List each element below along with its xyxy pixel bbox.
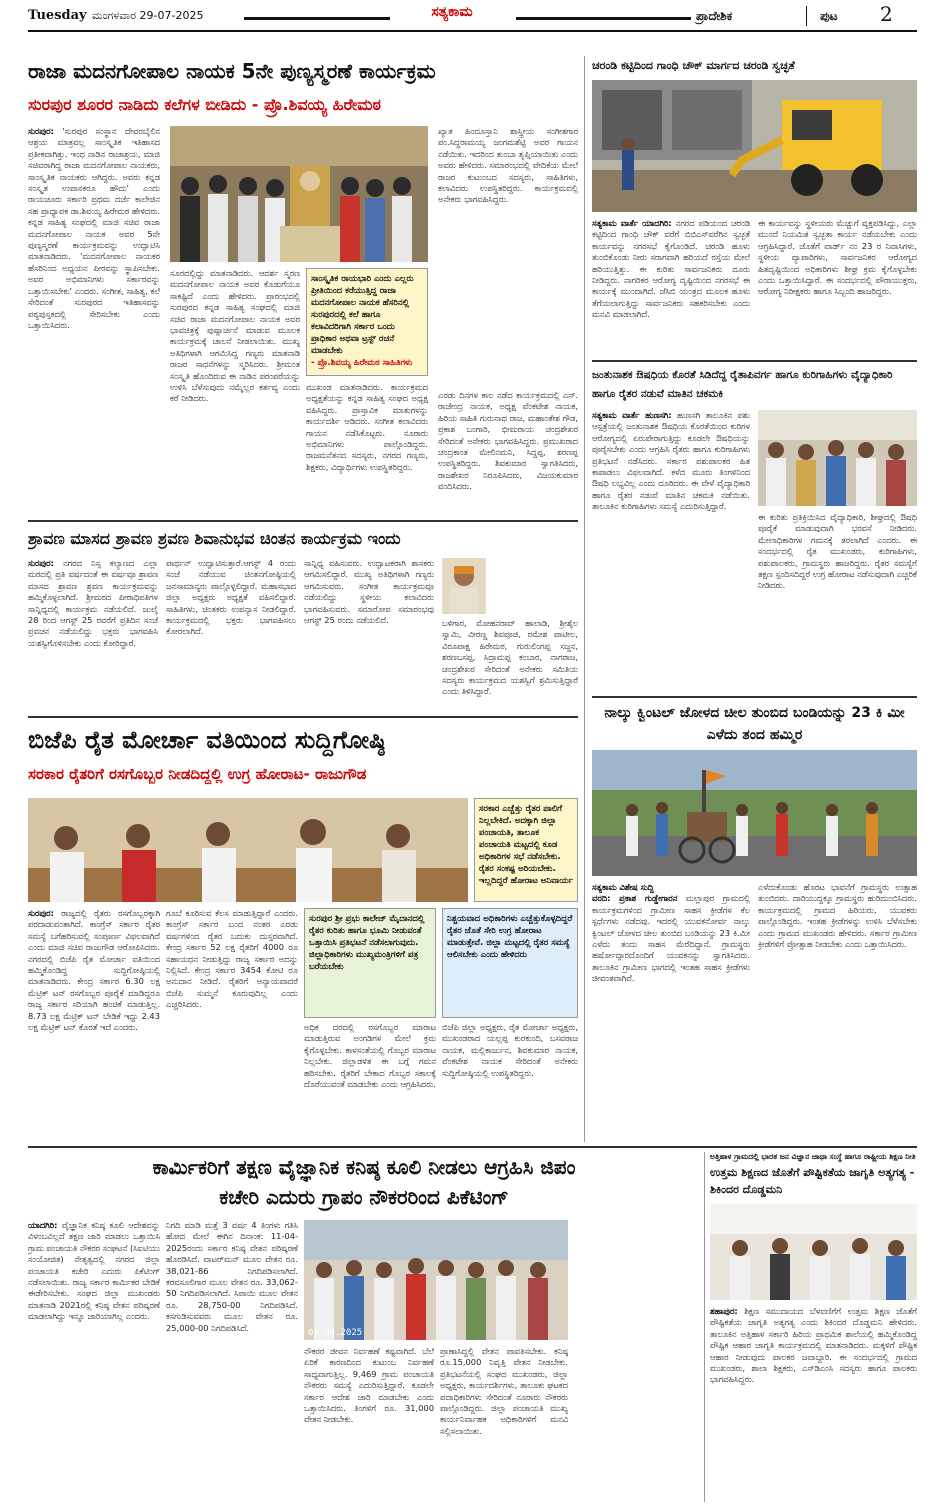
story6-col3: ಅಧಿಕ ದರದಲ್ಲಿ ರಸಗೊಬ್ಬರ ಮಾರಾಟ ಮಾಡುತ್ತಿರುವ ಅಂಗಡಿಗಳ ಮೇಲೆ ಕ್ರಮ ಕೈಗೊಳ್ಳಬೇಕು. ಕಾಳಸಂತೆಯಲ್ಲಿ ಗೊಬ್ಬರ ಮಾರಾಟ ನಿಲ್ಲಬೇಕು. ಜಿಲ್ಲಾಡಳಿತ ಈ ಬಗ್ಗೆ ಗಮನ ಹರಿಸಬೇಕು. ರೈತರಿಗೆ ಬೇಕಾದ ಗೊಬ್ಬರ ಸಕಾಲಕ್ಕೆ ದೊರೆಯುವಂತೆ ಮಾಡಬೇಕು ಎಂದು ಆಗ್ರಹಿಸಿದರು.: [304, 1022, 436, 1090]
story-karmikarige: [28, 1152, 700, 1502]
masthead-rule-left: [244, 17, 390, 20]
story1-col5: ಎರಡು ದಿನಗಳ ಕಾಲ ನಡೆದ ಕಾರ್ಯಕ್ರಮದಲ್ಲಿ ಎಸ್. ರಾಜೇಂದ್ರ ನಾಯಕ, ಅಧ್ಯಕ್ಷ ವೆಂಕಟೇಶ ನಾಯಕ, ಹಿರಿಯ ಸಾಹಿತಿ ಗುರುನಾಥ ರಾಜ, ಮಹಾಂತೇಶ ಗೌಡ, ಪ್ರಕಾಶ ಬಂಗಾರಿ, ಭೀಮರಾಯ ಚಂದ್ರಶೇಖರ ಸೇರಿದಂತೆ ಅನೇಕರು ಭಾಗವಹಿಸಿದ್ದರು. ಪ್ರಮುಖರಾದ ಚಂದ್ರಕಾಂತ ಮೇಲಿನಮನಿ, ಸಿದ್ದಪ್ಪ, ಶರಣಪ್ಪ ಉಪಸ್ಥಿತರಿದ್ದರು. ಶಿವಕುಮಾರ ಸ್ವಾಗತಿಸಿದರು, ರಾಜಶೇಖರ ನಿರೂಪಿಸಿದರು, ವಿಜಯಕುಮಾರ ವಂದಿಸಿದರು.: [438, 390, 578, 492]
story3-headline: ಜಂತುನಾಶಕ ಔಷಧಿಯ ಕೊರತೆ ಸಿಡಿದೆದ್ದ ರೈತಾಪಿವರ್ಗ ಹಾಗೂ ಕುರಿಗಾಹಿಗಳು ವೈದ್ಯಾಧಿಕಾರಿ ಹಾಗೂ ರೈತರ ನಡುವೆ ಮಾತಿನ ಚಕಮಕಿ: [592, 369, 893, 400]
story3-dateline: ಸತ್ಯಕಾಮ ವಾರ್ತೆ ಹುಣಸಗಿ:: [592, 410, 672, 420]
story-bjp-raitha-morcha: [28, 722, 578, 1142]
story5-headline: ನಾಲ್ಕು ಕ್ವಿಂಟಲ್ ಜೋಳದ ಚೀಲ ತುಂಬಿದ ಬಂಡಿಯನ್ನು 23 ಕಿ ಮೀ ಎಳೆದು ತಂದ ಹಮ್ಮಿರ: [604, 705, 905, 743]
story4-body1: ನಗರದ ನಿಸ್ಸ ಕಲ್ಯಾಣದ ಎಲ್ಲಾ ಮಠದಲ್ಲಿ ಪ್ರತಿ ವರ್ಷದಂತೆ ಈ ವರ್ಷವೂ ಶ್ರಾವಣ ಮಾಸದ ಶ್ರಾವಣ ಶ್ರವಣ ಕಾರ್ಯಕ್ರಮವನ್ನು ಹಮ್ಮಿಕೊಳ್ಳಲಾಗಿದೆ. ಶ್ರೀಮಠದ ಪೀಠಾಧಿಪತಿಗಳ ಸಾನ್ನಿಧ್ಯದಲ್ಲಿ ಕಾರ್ಯಕ್ರಮ ನಡೆಯಲಿದೆ. ಜುಲೈ 28 ರಿಂದ ಆಗಸ್ಟ್ 25 ರವರೆಗೆ ಪ್ರತಿದಿನ ಸಂಜೆ ಪ್ರವಚನ ನಡೆಯಲಿದ್ದು ಭಕ್ತರು ಭಾಗವಹಿಸಿ ಯಶಸ್ವಿಗೊಳಿಸಬೇಕು ಎಂದು ಕೋರಿದ್ದಾರೆ.: [28, 558, 158, 648]
story6-col1: [28, 908, 160, 1140]
story1-photo: [170, 126, 428, 262]
story7-headline-2: ಕಚೇರಿ ಎದುರು ಗ್ರಾಪಂ ನೌಕರರಿಂದ ಪಿಕೆಟಿಂಗ್: [219, 1185, 509, 1209]
story1-dateline: ಸುರಪುರ:: [28, 126, 54, 136]
story6-photo: [28, 798, 468, 902]
story2-headline: ಚರಂಡಿ ಕಟ್ಟಿದಿಂದ ಗಾಂಧಿ ಚೌಕ್ ಮಾರ್ಗದ ಚರಂಡಿ ಸ್ವಚ್ಛತೆ: [592, 59, 795, 72]
page-category: ಪ್ರಾದೇಶಿಕ: [696, 9, 733, 23]
story1-col1: [28, 126, 160, 514]
story5-col1: [592, 882, 750, 1140]
divider-4: [592, 696, 917, 698]
story5-byline: ವರದಿ: ಪ್ರಕಾಶ ಗುಡ್ಡೇಗಾರನ: [592, 893, 678, 904]
story1-body1: 'ಸುರಪುರ ಸಂಸ್ಥಾನ ದೇವರಬೈಲಿನ ಆಶ್ರಯ ಮಾತ್ರವಲ್ಲ ಸಾಂಸ್ಕೃತಿಕ ಇತಿಹಾಸದ ಪ್ರತೀಕವಾಗಿತ್ತು. ಇಂಥ ನಾಡಿನ ರಾಜಾಶ್ರಯ, ಮಾಜಿ ಸಚಿವರಾಗಿದ್ದ ರಾಜಾ ಮದನಗೋಪಾಲ ನಾಯಕರು, ಸಾಂಸ್ಕೃತಿಕ ನಾಯಕರು ಆಗಿದ್ದರು. ಅವರು ಕನ್ನಡ ಸಂಸ್ಕೃತ ಉಪಾಸಕರೂ ಹೌದು' ಎಂದು ರಾಯಚೂರು ಸರ್ಕಾರಿ ಪ್ರಥಮ ದರ್ಜೆ ಕಾಲೇಜಿನ ಸಹ ಪ್ರಾಧ್ಯಾಪಕ ಡಾ.ಶಿವಯ್ಯ ಹಿರೇಮಠ ಹೇಳಿದರು. ಕನ್ನಡ ಸಾಹಿತ್ಯ ಸಂಘದಲ್ಲಿ ಮಾಜಿ ಸಚಿವ ರಾಜಾ ಮದನಗೋಪಾಲ ನಾಯಕ ಅವರ 5ನೇ ಪುಣ್ಯಸ್ಮರಣೆ ಕಾರ್ಯಕ್ರಮವನ್ನು ಉದ್ಘಾಟಿಸಿ ಮಾತನಾಡಿದರು. 'ಮದನಗೋಪಾಲ ನಾಯಕರ ಹೆಸರಿನಿಂದ ಅಧ್ಯಯನ ಪೀಠವನ್ನು ಸ್ಥಾಪಿಸಬೇಕು. ಅವರ ಅಭಿಮಾನಿಗಳು ಸರ್ಕಾರವನ್ನು ಒತ್ತಾಯಿಸಬೇಕು' ಎಂದರು. ಸಂಗೀತ, ಸಾಹಿತ್ಯ, ಕಲೆ ಸೇರಿದಂತೆ ಸುರಪುರದ ಇತಿಹಾಸವನ್ನು ಪಠ್ಯಪುಸ್ತಕದಲ್ಲಿ ಸೇರಿಸಬೇಕು ಎಂದು ಒತ್ತಾಯಿಸಿದರು.: [28, 126, 160, 330]
story4-headline: ಶ್ರಾವಣ ಮಾಸದ ಶ್ರಾವಣ ಶ್ರವಣ ಶಿವಾನುಭವ ಚಿಂತನ ಕಾರ್ಯಕ್ರಮ ಇಂದು: [28, 529, 401, 548]
story5-dateline: ಸತ್ಯಕಾಮ ವಿಶೇಷ ಸುದ್ದಿ: [592, 882, 654, 892]
story8-dateline: ಶಹಾಪುರ:: [710, 1306, 738, 1316]
story4-col4: ಬಳಿಗಾರ, ಮೋಹನರಾವ್ ಹಾಲಾಡಿ, ಶ್ರೀಶೈಲ ಸ್ವಾಮಿ, ವೀರಣ್ಣ ಶಿವಪೂಜಿ, ರಮೇಶ ಪಾಟೀಲ, ವಿರೂಪಾಕ್ಷ ಹಿರೇಮಠ, ಗುರುಲಿಂಗಪ್ಪ ಸಜ್ಜನ, ಶರಣಬಸಪ್ಪ, ಸಿದ್ರಾಮಪ್ಪ ಕಂಬಾರ, ನಾಗರಾಜ, ಚಂದ್ರಶೇಖರ ಸೇರಿದಂತೆ ಅನೇಕರು ಸಮಿತಿಯ ಸದಸ್ಯರು ಕಾರ್ಯಕ್ರಮದ ಯಶಸ್ವಿಗೆ ಶ್ರಮಿಸುತ್ತಿದ್ದಾರೆ ಎಂದು ತಿಳಿಸಿದ್ದಾರೆ.: [442, 618, 578, 697]
story7-headline-1: ಕಾರ್ಮಿಕರಿಗೆ ತಕ್ಷಣ ವೈಜ್ಞಾನಿಕ ಕನಿಷ್ಠ ಕೂಲಿ ನೀಡಲು ಆಗ್ರಹಿಸಿ ಜಿಪಂ: [152, 1155, 576, 1179]
column-divider: [584, 56, 585, 1142]
story1-quote-text: ಸಾಂಸ್ಕೃತಿಕ ರಾಯಭಾರಿ ಎಂದು ಎಲ್ಲರು ಪ್ರೀತಿಯಿಂದ ಕರೆಯುತ್ತಿದ್ದ ರಾಜಾ ಮದನಗೋಪಾಲ ನಾಯಕ ಹೆಸರಿನಲ್ಲಿ ಸುರಪುರದಲ್ಲಿ ಕಲೆ ಹಾಗೂ ಕಲಾವಿದರಿಗಾಗಿ ಸರ್ಕಾರ ಒಂದು ಪ್ರಾಧಿಕಾರ ಅಥವಾ ಟ್ರಸ್ಟ್ ರಚನೆ ಮಾಡಬೇಕು: [311, 274, 414, 356]
story1-headline: ರಾಜಾ ಮದನಗೋಪಾಲ ನಾಯಕ 5ನೇ ಪುಣ್ಯಸ್ಮರಣೆ ಕಾರ್ಯಕ್ರಮ: [28, 59, 436, 83]
story-uttama-shikshana: [710, 1152, 917, 1502]
story1-col4: ಖ್ಯಾತ ಹಿಂದೂಸ್ತಾನಿ ಶಾಸ್ತ್ರೀಯ ಸಂಗೀತಗಾರ ಪಂ.ಸಿದ್ಧರಾಮಯ್ಯ ಜಂಗಮಶೆಟ್ಟಿ ಅವರ ಗಾಯನ ನಡೆಯಿತು. ಇದರಿಂದ ತುಂಬಾ ತೃಪ್ತಿಯಾಯಿತು ಎಂದು ಅವರು ಹೇಳಿದರು. ಸಮಾರಂಭದಲ್ಲಿ ವೇದಿಕೆಯ ಮೇಲೆ ರಾಜರ ಕುಟುಂಬದ ಸದಸ್ಯರು, ಸಾಹಿತಿಗಳು, ಕಲಾವಿದರು ಉಪಸ್ಥಿತರಿದ್ದರು. ಕಾರ್ಯಕ್ರಮದಲ್ಲಿ ಅನೇಕರು ಭಾಗವಹಿಸಿದ್ದರು.: [438, 126, 578, 205]
story7-photo: [304, 1220, 568, 1340]
page-number: 2: [880, 2, 893, 26]
story2-dateline: ಸತ್ಯಕಾಮ ವಾರ್ತೆ ಯಾದಗಿರಿ:: [592, 218, 672, 228]
story6-dateline: ಸುರಪುರ:: [28, 908, 54, 918]
story-shravana: [28, 526, 578, 712]
story1-quote-author: - ಪ್ರೊ.ಶಿವಯ್ಯ ಹಿರೇಮಠ ಸಾಹಿತಿಗಳು: [311, 358, 413, 368]
story8-body: [710, 1306, 917, 1500]
story4-dateline: ಸುರಪುರ:: [28, 558, 54, 568]
masthead-day: Tuesday: [28, 8, 87, 23]
story8-body1: ಶಿಕ್ಷಣ ಸಮುದಾಯದ ಬೆಳವಣಿಗೆಗೆ ಉತ್ತಮ ಶಿಕ್ಷಣ ಜೊತೆಗೆ ಪೌಷ್ಟಿಕತೆಯ ಜಾಗೃತಿ ಅತ್ಯಗತ್ಯ ಎಂದು ಶಿಕಿಂದರ ದೊಡ್ಡಮನಿ ಹೇಳಿದರು. ತಾಲೂಕಿನ ಅತ್ತಿಹಾಳ ಸರ್ಕಾರಿ ಹಿರಿಯ ಪ್ರಾಥಮಿಕ ಶಾಲೆಯಲ್ಲಿ ಹಮ್ಮಿಕೊಂಡಿದ್ದ ಪೌಷ್ಟಿಕ ಆಹಾರ ಜಾಗೃತಿ ಕಾರ್ಯಕ್ರಮದಲ್ಲಿ ಮಾತನಾಡಿದರು. ಮಕ್ಕಳಿಗೆ ಪೌಷ್ಟಿಕ ಆಹಾರ ನೀಡುವುದು ಪಾಲಕರ ಜವಾಬ್ದಾರಿ. ಈ ಸಂದರ್ಭದಲ್ಲಿ ಗ್ರಾಮದ ಮುಖಂಡರು, ಶಾಲಾ ಶಿಕ್ಷಕರು, ಎಸ್‌ಡಿಎಂಸಿ ಸದಸ್ಯರು ಹಾಗೂ ಪಾಲಕರು ಭಾಗವಹಿಸಿದ್ದರು.: [710, 1306, 917, 1385]
story2-col2: ಈ ಕಾರ್ಯವನ್ನು ಸ್ಥಳೀಯರು ಮೆಚ್ಚುಗೆ ವ್ಯಕ್ತಪಡಿಸಿದ್ದು, ಎಲ್ಲಾ ಮುಂದೆ ನಿಯಮಿತ ಸ್ವಚ್ಛತಾ ಕಾರ್ಯ ನಡೆಯಬೇಕು ಎಂದು ಆಗ್ರಹಿಸಿದ್ದಾರೆ. ಜೊತೆಗೆ ವಾರ್ಡ್ ನಂ 23 ರ ನಿವಾಸಿಗಳು, ಸ್ಥಳೀಯ ವ್ಯಾಪಾರಿಗಳು, ಸಾರ್ವಜನಿಕರ ಆರೋಗ್ಯದ ಹಿತದೃಷ್ಟಿಯಿಂದ ಅಧಿಕಾರಿಗಳು ಶೀಘ್ರ ಕ್ರಮ ಕೈಗೊಳ್ಳಬೇಕು ಎಂದು ಒತ್ತಾಯಿಸಿದ್ದಾರೆ. ಈ ಸಂದರ್ಭದಲ್ಲಿ ಪೌರಾಯುಕ್ತರು, ಆರೋಗ್ಯ ನಿರೀಕ್ಷಕರು ಹಾಗೂ ಸಿಬ್ಬಂದಿ ಹಾಜರಿದ್ದರು.: [758, 218, 917, 297]
story8-kicker: ಅತ್ತಿಹಾಳ ಗ್ರಾಮದಲ್ಲಿ ಭಾರತ ಜನ ವಿಜ್ಞಾನ ಜಾಥಾ ಸಂಸ್ಥೆ ಹಾಗೂ ರಾಷ್ಟ್ರೀಯ ಶಿಕ್ಷಣ ನೀತಿ: [710, 1152, 916, 1161]
story1-col2: ಸೂರದಲ್ಲಿದ್ದು ಮಾತನಾಡಿದರು. ಆದರ್ಶ ಸ್ಮರಣ ಮದನಗೋಪಾಲ ನಾಯಕ ಅವರ ಕೊಡುಗೆಯೂ ಸಾಕಷ್ಟಿದೆ ಎಂದು ಹೇಳಿದರು. ಪ್ರಾರಂಭದಲ್ಲಿ ಸುರಪುರದ ಕನ್ನಡ ಸಾಹಿತ್ಯ ಸಂಘದಲ್ಲಿ ಮಾಜಿ ಸಚಿವ ರಾಜಾ ಮದನಗೋಪಾಲ ನಾಯಕ ಅವರ ಭಾವಚಿತ್ರಕ್ಕೆ ಪುಷ್ಪಾರ್ಚನೆ ಮಾಡುವ ಮೂಲಕ ಕಾರ್ಯಕ್ರಮಕ್ಕೆ ಚಾಲನೆ ನೀಡಲಾಯಿತು. ಮುಖ್ಯ ಅತಿಥಿಗಳಾಗಿ ಆಗಮಿಸಿದ್ದ ಗಣ್ಯರು ಮಾತನಾಡಿ ರಾಜರ ಸಾಧನೆಗಳನ್ನು ಸ್ಮರಿಸಿದರು. ಶ್ರೀಮಂತ ಸಂಸ್ಕೃತಿ ಹೊಂದಿರುವ ಈ ನಾಡಿನ ಪರಂಪರೆಯನ್ನು ಉಳಿಸಿ ಬೆಳೆಸುವುದು ನಮ್ಮೆಲ್ಲರ ಕರ್ತವ್ಯ ಎಂದು ಕರೆ ನೀಡಿದರು.: [170, 268, 300, 404]
story6-quote-3: ನಿಶ್ಚಯವಾದ ಅಧಿಕಾರಿಗಳು ಎಚ್ಚೆತ್ತುಕೊಳ್ಳದಿದ್ದರೆ ರೈತರ ಜೊತೆ ಸೇರಿ ಉಗ್ರ ಹೋರಾಟ ಮಾಡುತ್ತೇವೆ. ಜಿಲ್ಲಾ ಮಟ್ಟದಲ್ಲಿ ರೈತರ ಸಮಸ್ಯೆ ಆಲಿಸಬೇಕು ಎಂದು ಹೇಳಿದರು: [442, 908, 578, 1018]
masthead-divider: [806, 6, 807, 26]
story1-subhead: ಸುರಪುರ ಶೂರರ ನಾಡಿದು ಕಲೆಗಳ ಬೀಡಿದು - ಪ್ರೊ.ಶಿವಯ್ಯ ಹಿರೇಮಠ: [28, 95, 381, 114]
story8-headline: ಉತ್ತಮ ಶಿಕ್ಷಣದ ಜೊತೆಗೆ ಪೌಷ್ಟಿಕತೆಯ ಜಾಗೃತಿ ಅತ್ಯಗತ್ಯ - ಶಿಕಿಂದರ ದೊಡ್ಡಮನಿ: [710, 1166, 915, 1196]
masthead-date: ಮಂಗಳವಾರ 29-07-2025: [92, 9, 204, 22]
story-charandi-cleaning: [592, 56, 917, 356]
masthead: [0, 0, 945, 52]
story2-body1: ನಗರದ ಪಡಿಯಂದ ಚರಂಡಿ ಕಟ್ಟಿದಿಂದ ಗಾಂಧಿ ಚೌಕ್ ವರೆಗೆ ಬಿಬಿಎಸ್‌ವರೆಗಿನ ಸ್ವಚ್ಛತೆ ಕಾರ್ಯವನ್ನು ನಗರಸಭೆ ಕೈಗೊಂಡಿದೆ. ಚರಂಡಿ ಹೂಳು ತುಂಬಿಕೊಂಡು ನೀರು ಸರಾಗವಾಗಿ ಹರಿಯದೆ ರಸ್ತೆಯ ಮೇಲೆ ಹರಿಯುತ್ತಿತ್ತು. ಈ ಕುರಿತು ಸಾರ್ವಜನಿಕರು ದೂರು ನೀಡಿದ್ದರು. ನಾಗರಿಕರ ಆರೋಗ್ಯ ದೃಷ್ಟಿಯಿಂದ ನಗರಸಭೆ ಈ ಕಾರ್ಯಕ್ಕೆ ಮುಂದಾಗಿದೆ. ಜೆಸಿಬಿ ಯಂತ್ರದ ಮೂಲಕ ಹೂಳು ತೆಗೆಯಲಾಗುತ್ತಿದ್ದು ಸಾರ್ವಜನಿಕರು ಸಹಕರಿಸಬೇಕು ಎಂದು ಮನವಿ ಮಾಡಲಾಗಿದೆ.: [592, 218, 750, 320]
story1-col3: ಮುಖಂಡ ಮಾತನಾಡಿದರು. ಕಾರ್ಯಕ್ರಮದ ಅಧ್ಯಕ್ಷತೆಯನ್ನು ಕನ್ನಡ ಸಾಹಿತ್ಯ ಸಂಘದ ಅಧ್ಯಕ್ಷ ವಹಿಸಿದ್ದರು. ಪ್ರಾಸ್ತಾವಿಕ ಮಾತುಗಳನ್ನು ಕಾರ್ಯದರ್ಶಿ ಆಡಿದರು. ಸಂಗೀತ ಕಲಾವಿದರು ಗಾಯನ ನಡೆಸಿಕೊಟ್ಟರು. ನೂರಾರು ಅಭಿಮಾನಿಗಳು ಪಾಲ್ಗೊಂಡಿದ್ದರು. ರಾಜಮನೆತನದ ಸದಸ್ಯರು, ನಗರದ ಗಣ್ಯರು, ಶಿಕ್ಷಕರು, ವಿದ್ಯಾರ್ಥಿಗಳು ಉಪಸ್ಥಿತರಿದ್ದರು.: [306, 382, 428, 472]
story4-col2: ಪಾರ್ಥನ್ ಉದ್ಘಾಟಿಸುತ್ತಾರೆ.ಆಗಸ್ಟ್ 4 ರಂದು ಸಂಜೆ ನಡೆಯುವ ಚಿಂತನಗೋಷ್ಠಿಯಲ್ಲಿ ಜನಸಾಮಾನ್ಯರು ಪಾಲ್ಗೊಳ್ಳಲಿದ್ದಾರೆ. ಮಹಾಸಭಾದ ಜಿಲ್ಲಾ ಅಧ್ಯಕ್ಷರು ಅಧ್ಯಕ್ಷತೆ ವಹಿಸಲಿದ್ದಾರೆ. ಸಾಹಿತಿಗಳು, ಚಿಂತಕರು ಉಪನ್ಯಾಸ ನೀಡಲಿದ್ದಾರೆ. ಕಾರ್ಯಕ್ರಮದಲ್ಲಿ ಭಕ್ತರು ಭಾಗವಹಿಸಲು ಕೋರಲಾಗಿದೆ.: [166, 558, 296, 637]
divider-3: [592, 360, 917, 362]
story5-col2: ಎಳೆದುಕೊಂಡು ಹೊರಟ ಭಾವನೆಗೆ ಗ್ರಾಮಸ್ಥರು ಉತ್ಸಾಹ ತುಂಬಿದರು. ದಾರಿಯುದ್ದಕ್ಕೂ ಗ್ರಾಮಸ್ಥರು ಹುರಿದುಂಬಿಸಿದರು. ಕಾರ್ಯಕ್ರಮದಲ್ಲಿ ಗ್ರಾಮದ ಹಿರಿಯರು, ಯುವಕರು ಪಾಲ್ಗೊಂಡಿದ್ದರು. ಇಂತಹ ಕ್ರೀಡೆಗಳನ್ನು ಉಳಿಸಿ ಬೆಳೆಸಬೇಕು ಎಂದು ಗ್ರಾಮದ ಮುಖಂಡರು ಹೇಳಿದರು. ಸರ್ಕಾರ ಗ್ರಾಮೀಣ ಕ್ರೀಡೆಗಳಿಗೆ ಪ್ರೋತ್ಸಾಹ ನೀಡಬೇಕು ಎಂದು ಒತ್ತಾಯಿಸಿದರು.: [758, 882, 917, 950]
story5-body1: ಮಲ್ಲಾಪುರ ಗ್ರಾಮದಲ್ಲಿ ಕಾರ್ಯಕ್ರಮಗಳಿಂದ ಗ್ರಾಮೀಣ ಸಾಹಸ ಕ್ರೀಡೆಗಳ ಕೆಲ ಸ್ಪರ್ಧೆಗಳು ನಡೆದವು. ಇದರಲ್ಲಿ ಯುವಕನೋರ್ವ ನಾಲ್ಕು ಕ್ವಿಂಟಲ್ ಜೋಳದ ಚೀಲ ತುಂಬಿದ ಬಂಡಿಯನ್ನು 23 ಕಿ.ಮೀ ಎಳೆದು ತಂದು ಸಾಹಸ ಮೆರೆದಿದ್ದಾನೆ. ಗ್ರಾಮಸ್ಥರು ಹರ್ಷೋದ್ಗಾರದೊಂದಿಗೆ ಯುವಕನನ್ನು ಸ್ವಾಗತಿಸಿದರು. ತಾಲೂಕಿನ ಗ್ರಾಮೀಣ ಭಾಗದಲ್ಲಿ ಇಂತಹ ಸಾಹಸ ಕ್ರೀಡೆಗಳು ಜೀವಂತವಾಗಿವೆ.: [592, 893, 750, 984]
story7-col1: [28, 1220, 160, 1500]
story2-col1: [592, 218, 750, 354]
story7-col3: ನೌಕರರ ಜೀವನ ನಿರ್ವಹಣೆ ಕಷ್ಟವಾಗಿದೆ. ಬೆಲೆ ಏರಿಕೆ ಕಾರಣದಿಂದ ಕುಟುಂಬ ನಿರ್ವಹಣೆ ಸಾಧ್ಯವಾಗುತ್ತಿಲ್ಲ. 9,469 ಗ್ರಾಮ ಪಂಚಾಯತಿ ನೌಕರರು ಸಮಸ್ಯೆ ಎದುರಿಸುತ್ತಿದ್ದಾರೆ. ಕೂಡಲೇ ಸರ್ಕಾರ ಆದೇಶ ಜಾರಿ ಮಾಡಬೇಕು ಎಂದು ಒತ್ತಾಯಿಸಿದರು. ತಿಂಗಳಿಗೆ ರೂ. 31,000 ವೇತನ ನೀಡಬೇಕು.: [304, 1346, 434, 1425]
story6-col2: ಗೂಬೆ ಕೂರಿಸುವ ಕೆಲಸ ಮಾಡುತ್ತಿದ್ದಾರೆ ಎಂದರು. ಕಾಂಗ್ರೆಸ್ ಸರ್ಕಾರ ಬಂದ ನಂತರ ಎರಡು ವರ್ಷಗಳಿಂದ ರೈತರ ಬದುಕು ದುಸ್ತರವಾಗಿದೆ. ಕೇಂದ್ರ ಸರ್ಕಾರ 52 ಲಕ್ಷ ರೈತರಿಗೆ 4000 ರೂ ಸಹಾಯಧನ ನೀಡುತ್ತಿದ್ದು ರಾಜ್ಯ ಸರ್ಕಾರ ಅದನ್ನು ನಿಲ್ಲಿಸಿದೆ. ಕೇಂದ್ರ ಸರ್ಕಾರ 3454 ಕೋಟಿ ರೂ ಅನುದಾನ ನೀಡಿದೆ. ರೈತರಿಗೆ ಅನ್ಯಾಯವಾದರೆ ಬಿಜೆಪಿ ಸುಮ್ಮನೆ ಕೂರುವುದಿಲ್ಲ ಎಂದು ಎಚ್ಚರಿಸಿದರು.: [166, 908, 298, 1010]
story3-col1: [592, 410, 750, 690]
story3-body1: ಹುಣಸಗಿ ತಾಲೂಕಿನ ಪಶು ಆಸ್ಪತ್ರೆಯಲ್ಲಿ ಜಂತುನಾಶಕ ಔಷಧಿಯ ಕೊರತೆಯಿಂದ ಕುರಿಗಳ ಆರೋಗ್ಯದಲ್ಲಿ ಏರುಪೇರಾಗುತ್ತಿದ್ದು ಕೂಡಲೇ ಔಷಧಿಯನ್ನು ಪೂರೈಸಬೇಕು ಎಂದು ಆಗ್ರಹಿಸಿ ರೈತರು ಹಾಗೂ ಕುರಿಗಾಹಿಗಳು ಪ್ರತಿಭಟನೆ ನಡೆಸಿದರು. ಸರ್ಕಾರ ಪಶುಪಾಲಕರ ಹಿತ ಕಾಪಾಡಲು ವಿಫಲವಾಗಿದೆ. ಕಳೆದ ಮೂರು ತಿಂಗಳಿನಿಂದ ಔಷಧಿ ಲಭ್ಯವಿಲ್ಲ ಎಂದು ದೂರಿದರು. ಈ ವೇಳೆ ವೈದ್ಯಾಧಿಕಾರಿ ಹಾಗೂ ರೈತರ ನಡುವೆ ಮಾತಿನ ಚಕಮಕಿ ನಡೆಯಿತು. ತಾಲೂಕಿನ ಕುರಿಗಾಹಿಗಳು ಸಮಸ್ಯೆ ಎದುರಿಸುತ್ತಿದ್ದಾರೆ.: [592, 410, 750, 512]
story1-quote: [306, 268, 428, 376]
story6-headline: ಬಿಜೆಪಿ ರೈತ ಮೋರ್ಚಾ ವತಿಯಿಂದ ಸುದ್ದಿಗೋಷ್ಠಿ: [28, 726, 386, 754]
story7-col4: ಪ್ರಾಣಾಸಿದ್ದಲ್ಲಿ ವೇತನ ಪಾವತಿಸಬೇಕು. ಕನಿಷ್ಠ ರೂ.15,000 ನಿವೃತ್ತಿ ವೇತನ ನೀಡಬೇಕು. ಪ್ರತಿಭಟನೆಯಲ್ಲಿ ಸಂಘದ ಮುಖಂಡರು, ಜಿಲ್ಲಾ ಅಧ್ಯಕ್ಷರು, ಕಾರ್ಯದರ್ಶಿಗಳು, ತಾಲೂಕು ಘಟಕದ ಪದಾಧಿಕಾರಿಗಳು ಸೇರಿದಂತೆ ನೂರಾರು ನೌಕರರು ಪಾಲ್ಗೊಂಡಿದ್ದರು. ಜಿಲ್ಲಾ ಪಂಚಾಯತಿ ಮುಖ್ಯ ಕಾರ್ಯನಿರ್ವಾಹಕ ಅಧಿಕಾರಿಗಳಿಗೆ ಮನವಿ ಸಲ್ಲಿಸಲಾಯಿತು.: [440, 1346, 568, 1436]
story-raja-madanagopal: [28, 56, 578, 516]
divider-5: [28, 1146, 917, 1148]
page-label: ಪುಟ: [820, 9, 838, 23]
story3-photo: [758, 410, 917, 506]
story2-photo: [592, 80, 917, 212]
bottom-column-divider: [704, 1152, 705, 1502]
story4-col1: [28, 558, 158, 710]
divider-1: [28, 520, 578, 522]
story-hammir-cart: [592, 702, 917, 1142]
story4-portrait: [442, 558, 486, 614]
story7-photo-date: 01.04.2025: [308, 1328, 363, 1338]
story7-col2: ನಿಗದಿ ಮಾಡಿ ಮತ್ತೆ 3 ವರ್ಷ 4 ತಿಂಗಳು ಗತಿಸಿ ಹೋದ ಮೇಲೆ ಈಗಿನ ದಿನಾಂಕ: 11-04-2025ರಂದು ಸರ್ಕಾರ ಕನಿಷ್ಠ ವೇತನ ಪರಿಷ್ಕರಣೆ ಹೊರಡಿಸಿದೆ. ವಾಟರ್‌ಮನ್ ಮೂಲ ವೇತನ ರೂ. 38,021-86 ನಿಗದಿಪಡಿಸಲಾಗಿದೆ. ಕರವಸೂಲಿಗಾರ ಮೂಲ ವೇತನ ರೂ. 33,062-50 ನಿಗದಿಪಡಿಸಲಾಗಿದೆ. ಸಿಪಾಯಿ ಮೂಲ ವೇತನ ರೂ. 28,750-00 ನಿಗದಿಪಡಿಸಿದೆ. ಕಸಗುಡಿಸುವವರು ಮೂಲ ವೇತನ ರೂ. 25,000-00 ನಿಗದಿಪಡಿಸಿದೆ.: [166, 1220, 298, 1333]
story8-photo: [710, 1204, 917, 1300]
paper-name: ಸತ್ಯಕಾಮ: [431, 4, 473, 20]
story6-col4: ಬಿಜೆಪಿ ಜಿಲ್ಲಾ ಅಧ್ಯಕ್ಷರು, ರೈತ ಮೋರ್ಚಾ ಅಧ್ಯಕ್ಷರು, ಮುಖಂಡರಾದ ಯಲ್ಲಪ್ಪ ಕುರಕುಂದಿ, ಬಸವರಾಜ ನಾಯಕ, ಮಲ್ಲಿಕಾರ್ಜುನ, ಶಿವಕುಮಾರ ನಾಯಕ, ವೆಂಕಟೇಶ ನಾಯಕ ಸೇರಿದಂತೆ ಅನೇಕರು ಸುದ್ದಿಗೋಷ್ಠಿಯಲ್ಲಿ ಉಪಸ್ಥಿತರಿದ್ದರು.: [442, 1022, 578, 1078]
story-janthunashaka: [592, 366, 917, 692]
story6-body1: ರಾಜ್ಯದಲ್ಲಿ ರೈತರು ರಸಗೊಬ್ಬರಕ್ಕಾಗಿ ಪರದಾಡುವಂತಾಗಿದೆ. ಕಾಂಗ್ರೆಸ್ ಸರ್ಕಾರ ರೈತರ ಸಮಸ್ಯೆ ಬಗೆಹರಿಸುವಲ್ಲಿ ಸಂಪೂರ್ಣ ವಿಫಲವಾಗಿದೆ ಎಂದು ಮಾಜಿ ಸಚಿವ ರಾಜುಗೌಡ ಆರೋಪಿಸಿದರು. ನಗರದಲ್ಲಿ ಬಿಜೆಪಿ ರೈತ ಮೋರ್ಚಾ ವತಿಯಿಂದ ಹಮ್ಮಿಕೊಂಡಿದ್ದ ಸುದ್ದಿಗೋಷ್ಠಿಯಲ್ಲಿ ಮಾತನಾಡಿದರು. ಕೇಂದ್ರ ಸರ್ಕಾರ 6.30 ಲಕ್ಷ ಮೆಟ್ರಿಕ್ ಟನ್ ರಸಗೊಬ್ಬರ ಪೂರೈಕೆ ಮಾಡಿದ್ದರೂ ರಾಜ್ಯ ಸರ್ಕಾರ ಸರಿಯಾಗಿ ಹಂಚಿಕೆ ಮಾಡುತ್ತಿಲ್ಲ. 8.73 ಲಕ್ಷ ಮೆಟ್ರಿಕ್ ಟನ್ ಬೇಡಿಕೆ ಇದ್ದು 2.43 ಲಕ್ಷ ಮೆಟ್ರಿಕ್ ಟನ್ ಕೊರತೆ ಇದೆ ಎಂದರು.: [28, 908, 160, 1033]
story7-dateline: ಯಾದಗಿರಿ:: [28, 1220, 58, 1230]
story5-photo: [592, 750, 917, 876]
masthead-rule-right: [516, 17, 691, 20]
story7-body1: ವೈಜ್ಞಾನಿಕ ಕನಿಷ್ಠ ಕೂಲಿ ಆದೇಶವನ್ನು ವಿಳಂಬವಿಲ್ಲದೆ ತಕ್ಷಣ ಜಾರಿ ಮಾಡಲು ಒತ್ತಾಯಿಸಿ ಗ್ರಾಮ ಪಂಚಾಯತಿ ನೌಕರರ ಸಂಘಟನೆ (ಸಿಐಟಿಯು ಸಂಯೋಜಿತ) ನೇತೃತ್ವದಲ್ಲಿ ನಗರದ ಜಿಲ್ಲಾ ಪಂಚಾಯತಿ ಕಚೇರಿ ಎದುರು ಪಿಕೆಟಿಂಗ್ ನಡೆಸಲಾಯಿತು. ರಾಜ್ಯ ಸರ್ಕಾರ ಕಾರ್ಮಿಕರ ಬೇಡಿಕೆ ಈಡೇರಿಸಬೇಕು. ಸಂಘದ ಜಿಲ್ಲಾ ಮುಖಂಡರು ಮಾತನಾಡಿ 2021ರಲ್ಲಿ ಕನಿಷ್ಠ ವೇತನ ಪರಿಷ್ಕರಣೆ ಮಾಡಲಾಗಿದ್ದು ಇನ್ನೂ ಜಾರಿಯಾಗಿಲ್ಲ ಎಂದರು.: [28, 1220, 160, 1322]
masthead-underline: [28, 30, 917, 32]
story6-quote-1: ಸರಕಾರ ಎಚ್ಚೆತ್ತು ರೈತರ ಪಾಲಿಗೆ ನಿಲ್ಲಬೇಕಿದೆ. ಅದಕ್ಕಾಗಿ ಜಿಲ್ಲಾ ಪಂಚಾಯತಿ, ತಾಲೂಕ ಪಂಚಾಯತಿ ಮಟ್ಟದಲ್ಲಿ ಕೂಡ ಅಧಿಕಾರಿಗಳ ಸಭೆ ನಡೆಸಬೇಕು. ರೈತರ ಸಂಕಷ್ಟ ಅರಿಯಬೇಕು. ಇಲ್ಲದಿದ್ದರೆ ಹೋರಾಟ ಅನಿವಾರ್ಯ: [474, 798, 578, 902]
story6-quote-2: ಸುರಪುರ ಶ್ರೀ ಪ್ರಭು ಕಾಲೇಜ್ ಮೈದಾನದಲ್ಲಿ ರೈತರ ಕುರಿತು ಹಾಗೂ ಭೂಮಿ ನೀಡುವಂತೆ ಒತ್ತಾಯಿಸಿ ಪ್ರತಿಭಟನೆ ನಡೆಸಲಾಗುವುದು. ಜಿಲ್ಲಾಧಿಕಾರಿಗಳು ಮುಖ್ಯಮಂತ್ರಿಗಳಿಗೆ ಪತ್ರ ಬರೆಯಬೇಕು: [304, 908, 436, 1018]
story6-subhead: ಸರಕಾರ ರೈತರಿಗೆ ರಸಗೊಬ್ಬರ ನೀಡದಿದ್ದಲ್ಲಿ ಉಗ್ರ ಹೋರಾಟ- ರಾಜುಗೌಡ: [28, 765, 367, 783]
story4-col3: ಸಾನ್ನಿಧ್ಯ ವಹಿಸುವರು. ಉದ್ಘಾಟಕರಾಗಿ ಶಾಸಕರು ಆಗಮಿಸಲಿದ್ದಾರೆ. ಮುಖ್ಯ ಅತಿಥಿಗಳಾಗಿ ಗಣ್ಯರು ಆಗಮಿಸುವರು. ಸಂಗೀತ ಕಾರ್ಯಕ್ರಮವೂ ನಡೆಯಲಿದ್ದು ಸ್ಥಳೀಯ ಕಲಾವಿದರು ಭಾಗವಹಿಸುವರು. ಸಮಾರೋಪ ಸಮಾರಂಭವು ಆಗಸ್ಟ್ 25 ರಂದು ನಡೆಯಲಿದೆ.: [304, 558, 434, 626]
story3-col2: ಈ ಕುರಿತು ಪ್ರತಿಕ್ರಿಯಿಸಿದ ವೈದ್ಯಾಧಿಕಾರಿ, ಶೀಘ್ರದಲ್ಲಿ ಔಷಧಿ ಪೂರೈಕೆ ಮಾಡುವುದಾಗಿ ಭರವಸೆ ನೀಡಿದರು. ಮೇಲಾಧಿಕಾರಿಗಳ ಗಮನಕ್ಕೆ ತರಲಾಗಿದೆ ಎಂದರು. ಈ ಸಂದರ್ಭದಲ್ಲಿ ರೈತ ಮುಖಂಡರು, ಕುರಿಗಾಹಿಗಳು, ಪಶುಪಾಲಕರು, ಗ್ರಾಮಸ್ಥರು ಹಾಜರಿದ್ದರು. ರೈತರ ಸಮಸ್ಯೆಗೆ ತಕ್ಷಣ ಸ್ಪಂದಿಸದಿದ್ದರೆ ಉಗ್ರ ಹೋರಾಟ ನಡೆಸುವುದಾಗಿ ಎಚ್ಚರಿಕೆ ನೀಡಿದರು.: [758, 512, 917, 591]
divider-2: [28, 716, 578, 718]
